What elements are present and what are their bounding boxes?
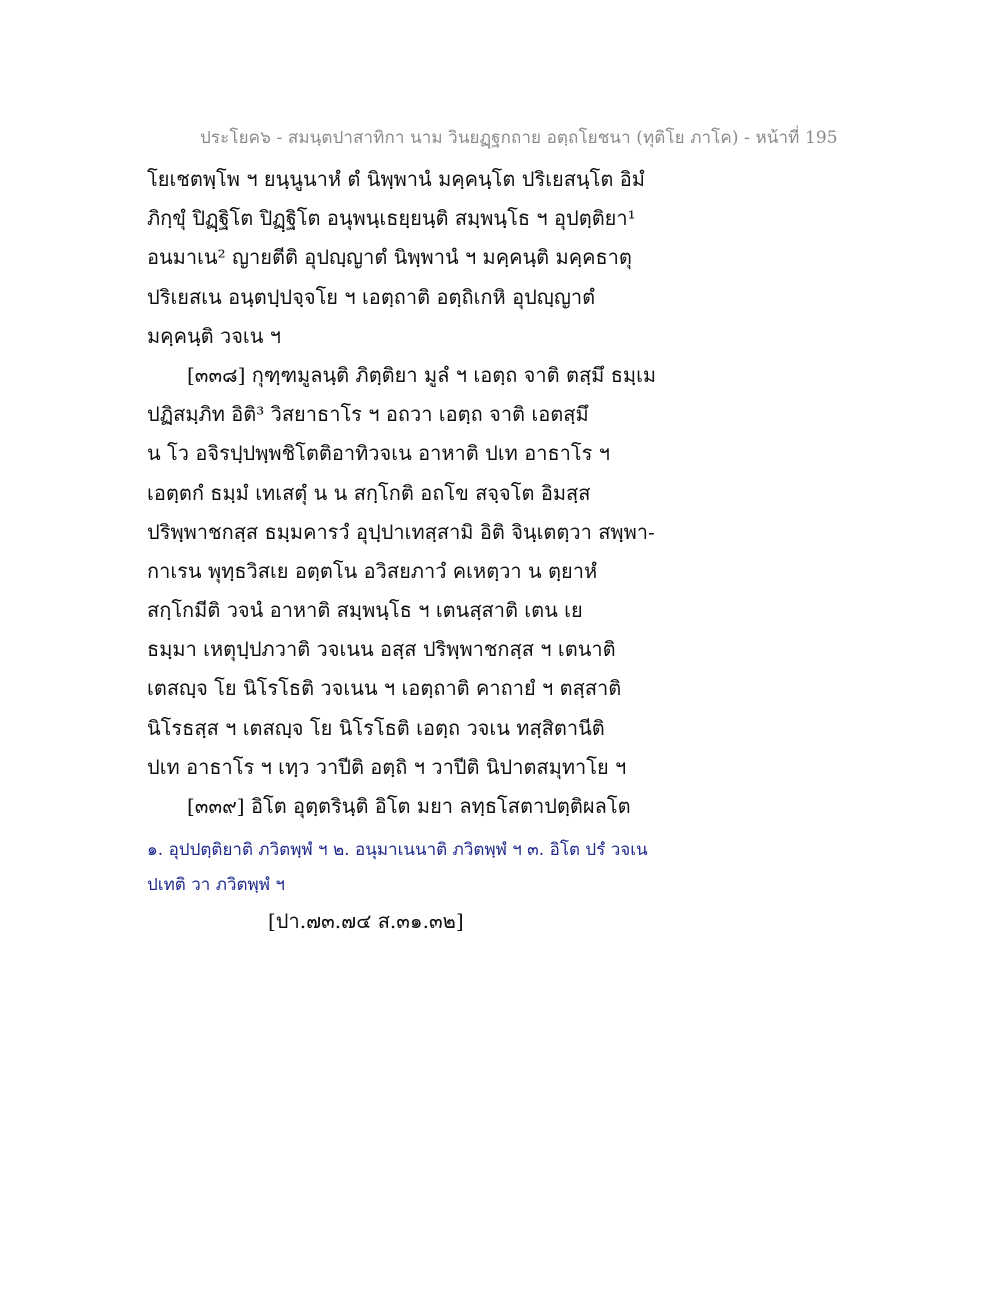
body-line: น โว อจิรปฺปพฺพชิโตติอาทิวจเน อาหาติ ปเท อาธาโร ฯ (147, 441, 610, 466)
page-header: ประโยค๖ - สมนฺตปาสาทิกา นาม วินยฏฺฐกถาย อตฺถโยชนา (ทุติโย ภาโค) - หน้าที่ 195 (200, 128, 838, 148)
body-text (147, 160, 847, 826)
body-line: ปริเยสเน อนฺตปฺปจฺจโย ฯ เอตฺถาติ อตฺถิเกหิ อุปญฺญาตํ (147, 284, 596, 309)
body-line: สกฺโกมีติ วจนํ อาหาติ สมฺพนฺโธ ฯ เตนสฺสาติ เตน เย (147, 598, 583, 623)
body-line: ปริพฺพาชกสฺส ธมฺมคารวํ อุปฺปาเทสฺสามิ อิติ จินฺเตตฺวา สพฺพา- (147, 519, 655, 544)
body-line: ธมฺมา เหตุปฺปภวาติ วจเนน อสฺส ปริพฺพาชกสฺส ฯ เตนาติ (147, 637, 616, 662)
footnotes (147, 833, 747, 903)
body-line: ปฏิสมฺภิท อิติ³ วิสยาธาโร ฯ อถวา เอตฺถ จาติ เอตสฺมึ (147, 402, 589, 427)
body-line: อนมาเน² ญายตีติ อุปญฺญาตํ นิพฺพานํ ฯ มคฺคนฺติ มคฺคธาตุ (147, 245, 632, 270)
body-line: มคฺคนฺติ วจเน ฯ (147, 323, 282, 348)
body-line: โยเชตพฺโพ ฯ ยนฺนูนาหํ ตํ นิพฺพานํ มคฺคนฺโต ปริเยสนฺโต อิมํ (147, 167, 645, 191)
footnote-line: ปเทติ วา ภวิตพฺพํ ฯ (147, 875, 285, 895)
body-line: เตสญฺจ โย นิโรโธติ วจเนน ฯ เอตฺถาติ คาถายํ ฯ ตสฺสาติ (147, 676, 622, 701)
footnote-line: ๑. อุปปตฺติยาติ ภวิตพฺพํ ฯ ๒. อนุมาเนนาติ ภวิตพฺพํ ฯ ๓. อิโต ปรํ วจเน (147, 840, 648, 860)
body-line: ภิกฺขุํ ปิฏฺฐิโต ปิฏฺฐิโต อนุพนฺเธยฺยนฺติ สมฺพนฺโธ ฯ อุปตฺติยา¹ (147, 206, 636, 231)
page-reference: [ปา.๗๓.๗๔ ส.๓๑.๓๒] (268, 909, 464, 933)
paragraph-339-start: [๓๓๙] อิโต อุตฺตรินฺติ อิโต มยา ลทฺธโสตาปตฺติผลโต (187, 794, 631, 818)
body-line: เอตฺตกํ ธมฺมํ เทเสตุํ น น สกฺโกติ อถโข สจฺจโต อิมสฺส (147, 480, 591, 505)
paragraph-338-start: [๓๓๘] กุฑฺฑมูลนฺติ ภิตฺติยา มูลํ ฯ เอตฺถ จาติ ตสฺมึ ธมฺเม (187, 362, 657, 387)
body-line: นิโรธสฺส ฯ เตสญฺจ โย นิโรโธติ เอตฺถ วจเน ทสฺสิตานีติ (147, 715, 605, 740)
body-line: ปเท อาธาโร ฯ เทฺว วาปีติ อตฺถิ ฯ วาปีติ นิปาตสมุทาโย ฯ (147, 754, 627, 779)
body-line: กาเรน พุทฺธวิสเย อตฺตโน อวิสยภาวํ คเหตฺวา น ตฺยาหํ (147, 558, 598, 583)
